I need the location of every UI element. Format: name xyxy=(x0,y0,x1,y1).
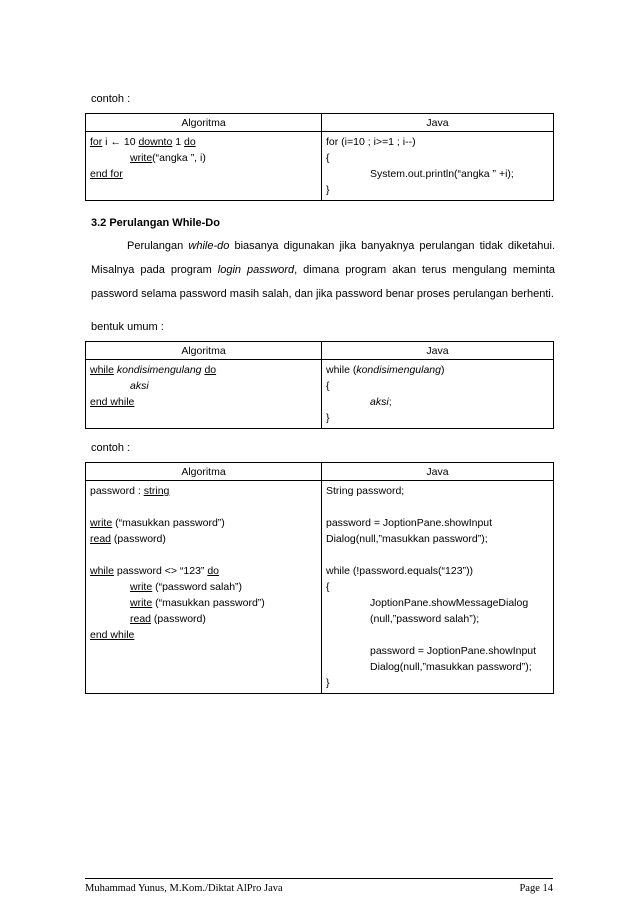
algo-cell: for i ← 10 downto 1 do write(“angka ”, i) end for xyxy=(86,132,322,201)
header-algoritma: Algoritma xyxy=(86,342,322,360)
java-cell: String password; password = JoptionPane.showInput Dialog(null,”masukkan password”); while (!password.equals(“123”)) { JoptionPane.showMessageDialog (null,”password salah”); password = JoptionPane.showInput Dialog(null,”masukkan password”); } xyxy=(322,481,554,694)
page-number: Page 14 xyxy=(519,883,553,894)
contoh-table-1 xyxy=(85,113,554,201)
arrow-glyph: ← xyxy=(110,136,121,148)
bentuk-umum-table xyxy=(85,341,554,429)
java-cell: while (kondisimengulang) { aksi; } xyxy=(322,360,554,429)
header-java: Java xyxy=(322,463,554,481)
header-java: Java xyxy=(322,114,554,132)
algo-cell: while kondisimengulang do aksi end while xyxy=(86,360,322,429)
java-cell: for (i=10 ; i>=1 ; i--) { System.out.println(“angka ” +i); } xyxy=(322,132,554,201)
section-title: 3.2 Perulangan While-Do xyxy=(91,217,220,229)
page-footer xyxy=(85,878,553,894)
bentuk-umum-label: bentuk umum : xyxy=(91,321,164,333)
contoh-label-2: contoh : xyxy=(91,442,131,454)
contoh-label-1: contoh : xyxy=(91,93,131,105)
header-algoritma: Algoritma xyxy=(86,463,322,481)
algo-cell: password : string write (“masukkan password”) read (password) while password <> “123” do write (“password salah”) write (“masukkan password”) read (password) end while xyxy=(86,481,322,694)
header-java: Java xyxy=(322,342,554,360)
header-algoritma: Algoritma xyxy=(86,114,322,132)
section-paragraph: Perulangan while-do biasanya digunakan jika banyaknya perulangan tidak diketahui. Misalnya pada program login password, dimana program akan terus mengulang meminta password selama password masih salah, dan jika password benar proses perulangan berhenti. xyxy=(91,240,556,300)
contoh-table-2 xyxy=(85,462,554,694)
footer-author: Muhammad Yunus, M.Kom./Diktat AlPro Java xyxy=(85,883,283,894)
